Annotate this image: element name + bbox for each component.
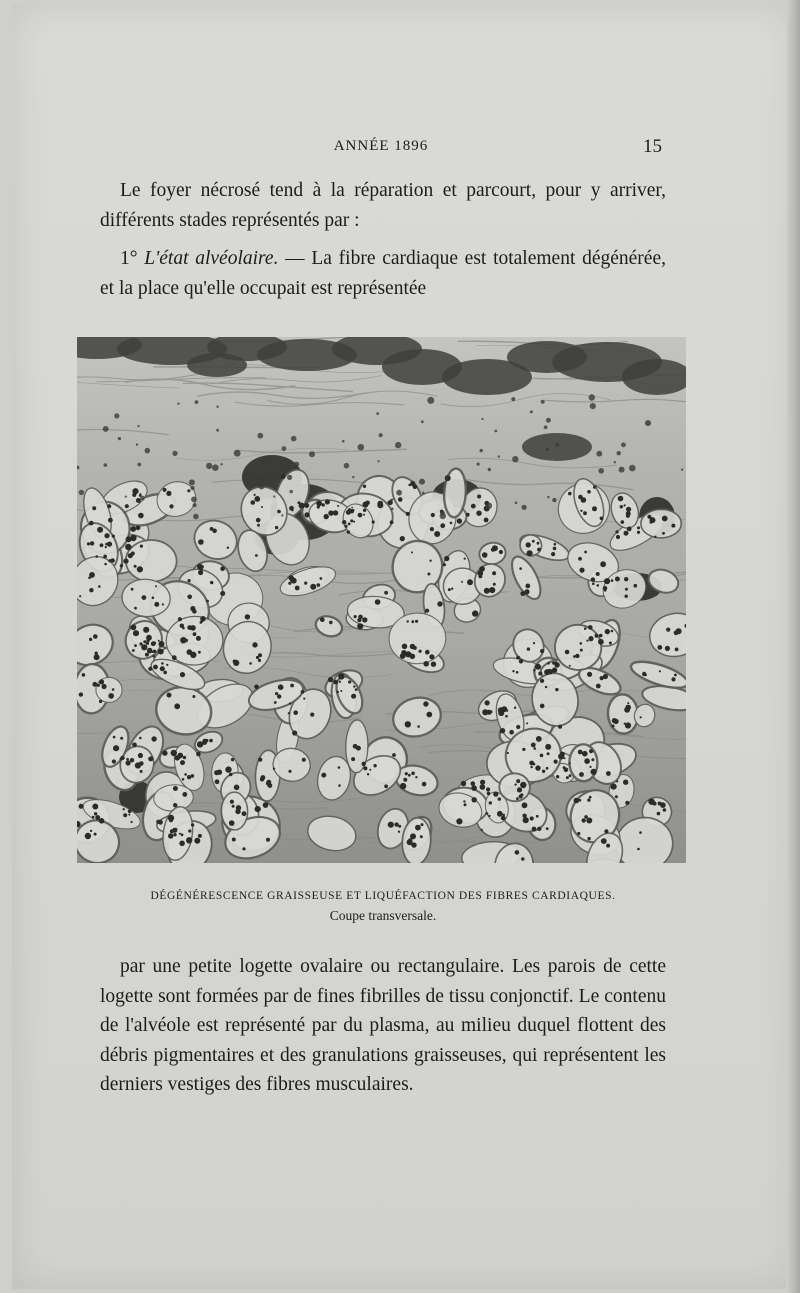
paragraph-description: par une petite logette ovalaire ou rectangulaire. Les parois de cette logette sont formées par de fines fibrilles de tissu conjonctif. Le contenu de l'alvéole est représenté par du plasma, au milieu duquel flottent des débris pigmentaires et des granulations graisseuses, qui représentent les derniers vestiges des fibres musculaires. [100,956,666,1095]
micrograph-image [77,337,686,863]
histology-photomicrograph [77,337,686,863]
paragraph-intro: Le foyer nécrosé tend à la réparation et parcourt, pour y arriver, différents stades représentés par : [100,180,666,231]
paragraph-alveolar-state [100,244,666,303]
figure-caption: DÉGÉNÉRESCENCE GRAISSEUSE ET LIQUÉFACTION DES FIBRES CARDIAQUES. [150,890,616,902]
figure-subcaption: Coupe transversale. [329,908,437,923]
running-head: ANNÉE 1896 [333,138,429,154]
section-term: L'état alvéolaire. [144,248,279,269]
page-number: 15 [643,136,662,157]
paragraph-text: — La fibre cardiaque est totalement dégénérée, et la place qu'elle occupait est représentée [100,248,666,299]
list-number: 1° [120,248,145,269]
page-header [100,136,662,160]
page-edge-shadow [786,0,800,1293]
